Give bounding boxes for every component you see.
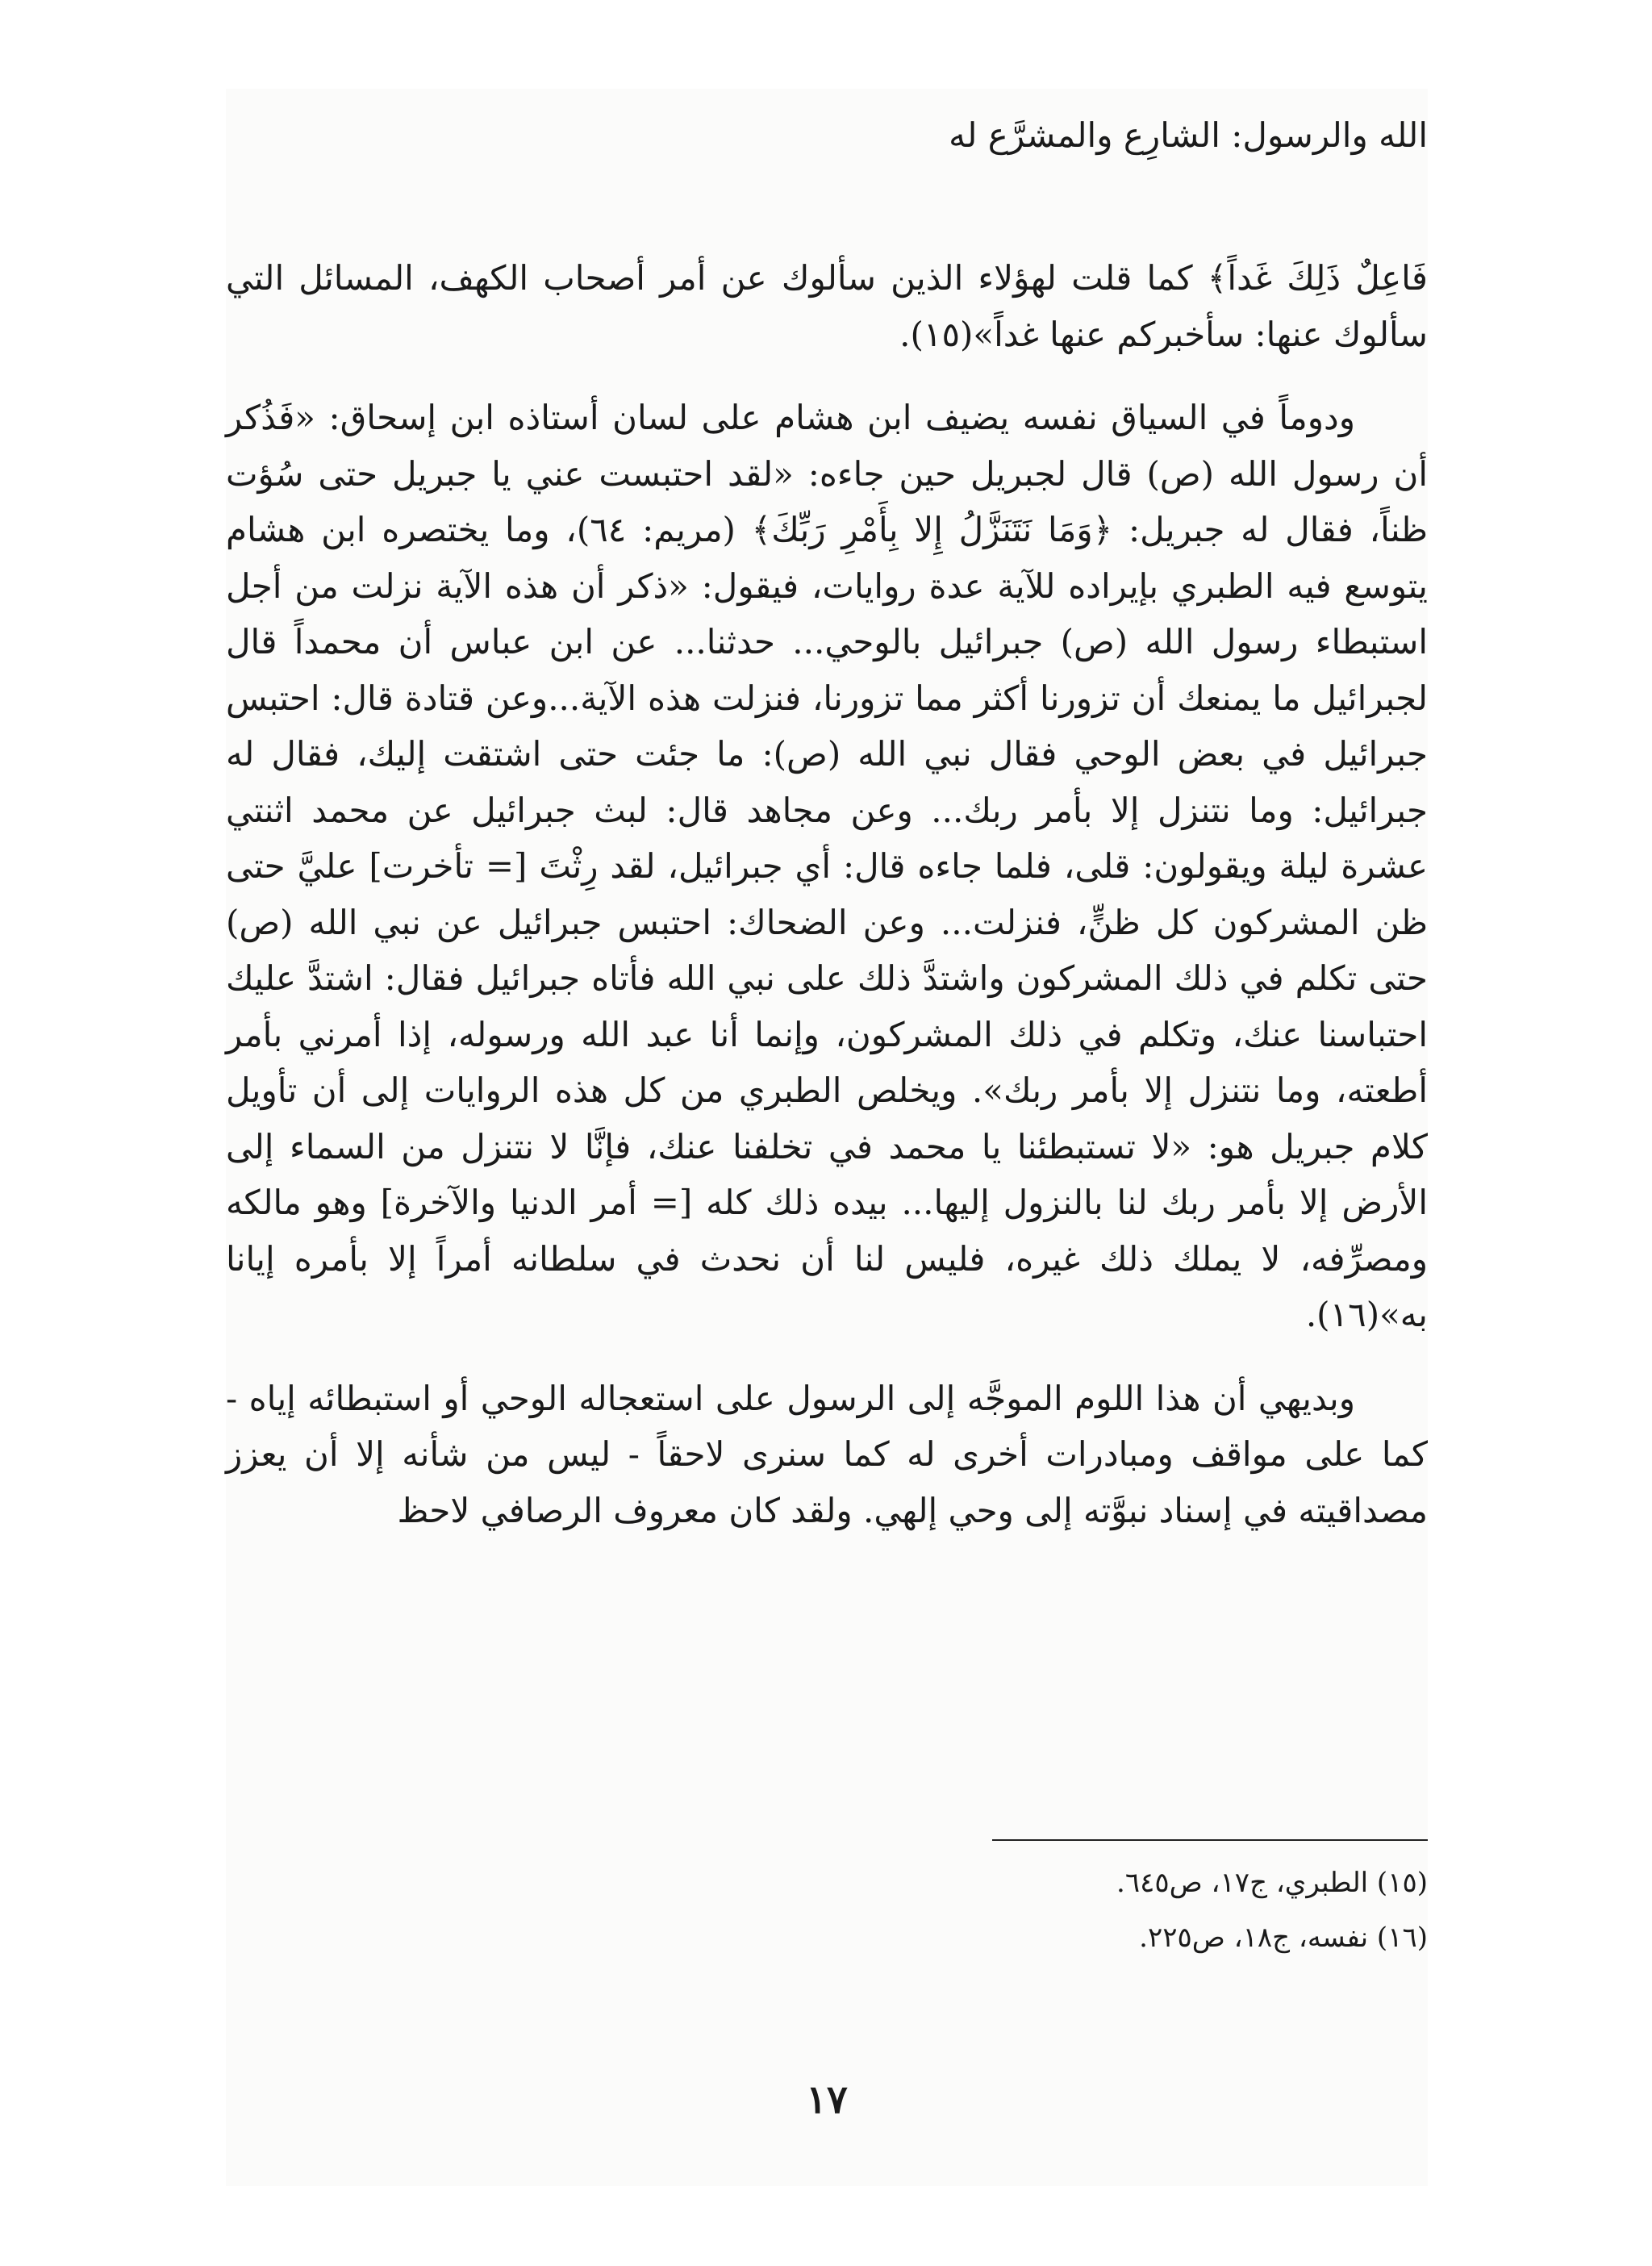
body-text [226,250,1428,1563]
footnote-separator [992,1839,1428,1841]
book-page [226,89,1428,2186]
page-number: ١٧ [806,2077,848,2122]
paragraph-closing: وبديهي أن هذا اللوم الموجَّه إلى الرسول على استعجاله الوحي أو استبطائه إياه - كما على مواقف ومبادرات أخرى له كما سنرى لاحقاً - ليس من شأنه إلا أن يعزز مصداقيته في إسناد نبوَّته إلى وحي إلهي. ولقد كان معروف الرصافي لاحظ [226,1378,1428,1530]
footnotes [1116,1855,1428,1965]
footnote-16: (١٦) نفسه، ج١٨، ص٢٢٥. [1139,1922,1428,1954]
paragraph-continuation: فَاعِلٌ ذَلِكَ غَداً﴾ كما قلت لهؤلاء الذين سألوك عن أمر أصحاب الكهف، المسائل التي سألوك عنها: سأخبركم عنها غداً»(١٥). [226,258,1428,354]
running-header: الله والرسول: الشارِع والمشرَّع له [949,115,1428,155]
paragraph-main: ودوماً في السياق نفسه يضيف ابن هشام على لسان أستاذه ابن إسحاق: «فَذُكر أن رسول الله (ص) قال لجبريل حين جاءه: «لقد احتبست عني يا جبريل حتى سُؤت ظناً، فقال له جبريل: ﴿وَمَا نَتَنَزَّلُ إِلا بِأَمْرِ رَبِّكَ﴾ (مريم: ٦٤)، وما يختصره ابن هشام يتوسع فيه الطبري بإيراده للآية عدة روايات، فيقول: «ذكر أن هذه الآية نزلت من أجل استبطاء رسول الله (ص) جبرائيل بالوحي... حدثنا... عن ابن عباس أن محمداً قال لجبرائيل ما يمنعك أن تزورنا أكثر مما تزورنا، فنزلت هذه الآية...وعن قتادة قال: احتبس جبرائيل في بعض الوحي فقال نبي الله (ص): ما جئت حتى اشتقت إليك، فقال له جبرائيل: وما نتنزل إلا بأمر ربك... وعن مجاهد قال: لبث جبرائيل عن محمد اثنتي عشرة ليلة ويقولون: قلى، فلما جاءه قال: أي جبرائيل، لقد رِثْتَ [= تأخرت] عليَّ حتى ظن المشركون كل ظنٍّ، فنزلت... وعن الضحاك: احتبس جبرائيل عن نبي الله (ص) حتى تكلم في ذلك المشركون واشتدَّ ذلك على نبي الله فأتاه جبرائيل فقال: اشتدَّ عليك احتباسنا عنك، وتكلم في ذلك المشركون، وإنما أنا عبد الله ورسوله، إذا أمرني بأمر أطعته، وما نتنزل إلا بأمر ربك». ويخلص الطبري من كل هذه الروايات إلى أن تأويل كلام جبريل هو: «لا تستبطئنا يا محمد في تخلفنا عنك، فإنَّا لا نتنزل من السماء إلى الأرض إلا بأمر ربك لنا بالنزول إليها... بيده ذلك كله [= أمر الدنيا والآخرة] وهو مالكه ومصرِّفه، لا يملك ذلك غيره، فليس لنا أن نحدث في سلطانه أمراً إلا بأمره إيانا به»(١٦). [226,398,1429,1334]
footnote-15: (١٥) الطبري، ج١٧، ص٦٤٥. [1116,1867,1428,1899]
